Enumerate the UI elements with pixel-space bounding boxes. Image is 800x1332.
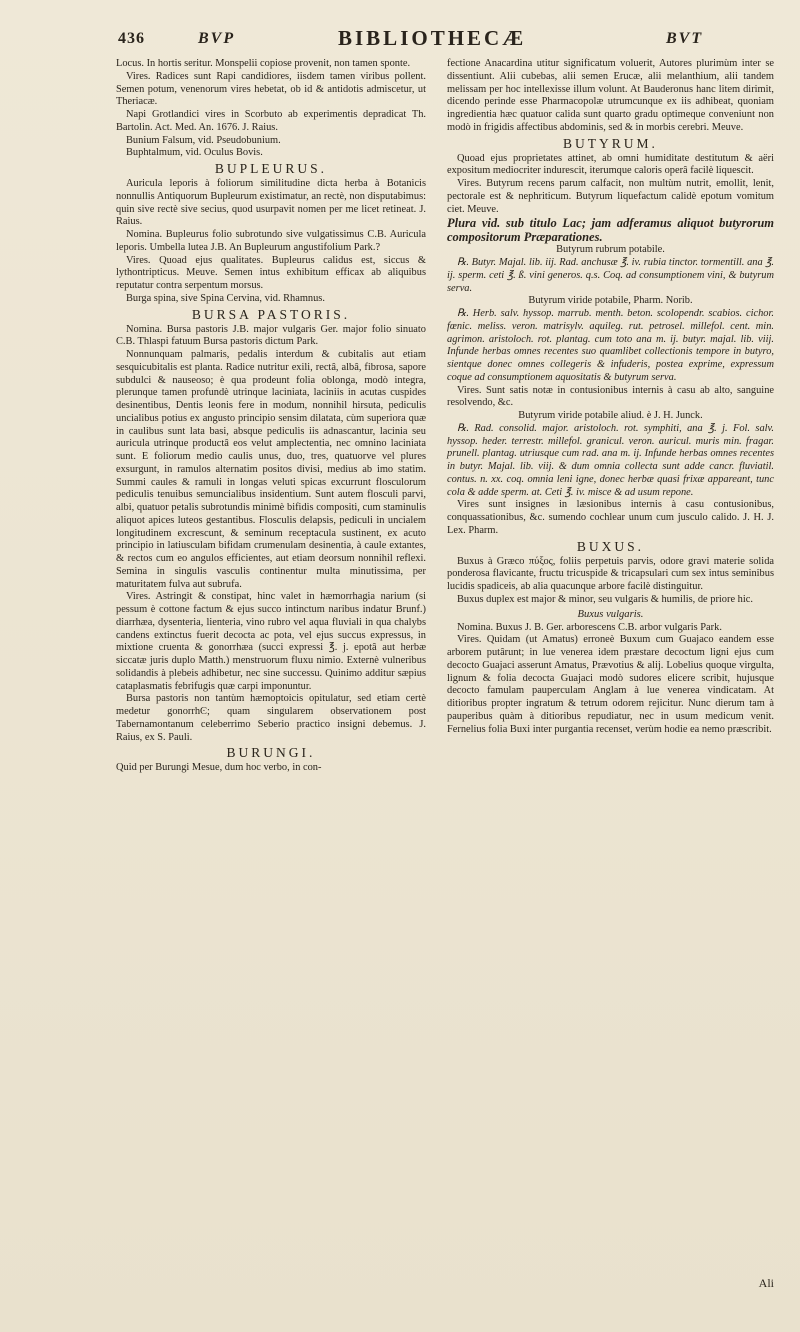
paragraph: Vires. Radices sunt Rapi candidiores, iisdem tamen viribus pollent. Semen potum, venenorum vires hebetat, ob id & antidotis admiscetur, ut Theriacæ. — [116, 70, 426, 108]
paragraph: Nomina. Bupleurus folio subrotundo sive vulgatissimus C.B. Auricula leporis. Umbella lutea J.B. An Bupleurum angustifolium Park.? — [116, 229, 426, 253]
page-number: 436 — [118, 30, 145, 47]
paragraph: Auricula leporis à foliorum similitudine dicta herba à Botanicis nonnullis Antiquorum Bupleurum existimatur, an rectè, non disputabimus: quin sive rectè sive secius, quod usurpavit nomen per me licet retineat. J. Raius. — [116, 178, 426, 228]
paragraph: Bunium Falsum, vid. Pseudobunium. — [126, 134, 281, 146]
running-head-left: BVP — [198, 30, 236, 47]
page-header — [118, 28, 728, 54]
paragraph: Bursa pastoris non tantùm hæmoptoicis opitulatur, sed etiam certè medetur gonorrhϾ; quam singularem observationem post Tabernamontanum celeberrimo Seberio practico insigni debemus. J. Raius, ex S. Pauli. — [116, 693, 426, 743]
paragraph: Vires. Astringit & constipat, hinc valet in hæmorrhagia narium (si pessum è cottone factum & ejus succo intinctum naribus indatur Brunf.) diarrhæa, dysenteria, lienteria, vino rubro vel aqua fluviali in qua chalybs candens extinctus fuerit decocta ac pota, vel ejus succus expressus, in mixtione cruenta & gonorrhæa (succi expressi ℥. j. epotâ aut herbæ siccatæ juris duplo Matth.) menstruorum fluxu nimio. Externè vulneribus solidandis à plebeis adhibetur, nec sine successu. Quinimo additur sæpius cataplasmatis febrifugis quæ carpi imponuntur. — [116, 591, 426, 692]
paragraph: Buxus à Græco πύξος, foliis perpetuis parvis, odore gravi materie solida ponderosa flavicante, fructu tricuspide & tricapsulari cum sex intus seminibus lucidis spadiceis, ab alia quacunque arbore facilè distinguitur. — [447, 555, 774, 592]
running-title: BIBLIOTHECÆ — [338, 26, 527, 50]
paragraph: ℞. Rad. consolid. major. aristoloch. rot. symphiti, ana ℥. j. Fol. salv. hyssop. heder. terrestr. millefol. granicul. veron. auricul. muris min. fragar. prunell. plantag. utriusque cum rad. ana m. ij. Infunde herbas omnes recentes in butyr. Majal. lib. viij. & dum omnia collecta sunt adde cancr. fluviatil. contus. n. xx. coq. omnia leni igne, donec herbæ quasi frixæ appareant, tunc cola & adde sperm. at. Ceti ℥. iv. misce & ad usum repone. — [447, 422, 774, 498]
paragraph: ℞. Butyr. Majal. lib. iij. Rad. anchusæ ℥. iv. rubia tinctor. tormentill. ana ℥. ij. sperm. ceti ℥. ß. vini generos. q.s. Coq. ad consumptionem vini, & butyrum serva. — [447, 257, 774, 294]
right-text-column — [447, 58, 774, 736]
paragraph: Locus. In hortis seritur. Monspelii copiose provenit, non tamen sponte. — [116, 58, 411, 69]
section-heading: BUPLEURUS. — [214, 161, 328, 176]
section-heading: BURUNGI. — [226, 745, 316, 761]
paragraph: Vires sunt insignes in læsionibus internis à casu contusionibus, conquassationibus, &c. sumendo cochlear unum cum jusculo calido. J. H. J. Lex. Pharm. — [447, 499, 774, 536]
paragraph: Quid per Burungi Mesue, dum hoc verbo, in con- — [116, 762, 322, 774]
paragraph: ℞. Herb. salv. hyssop. marrub. menth. beton. scolopendr. scabios. cichor. fœnic. meliss. veron. matrisylv. aquileg. rut. petrosel. millefol. cent. min. agrimon. aristoloch. rot. plantag. cum toto ana m. ij. butyr. majal. lib. viij. Infunde herbas omnes recentes suo quamlibet collectionis tempore in butyro, sientque donec omnes collegeris & infuderis, postea exprime, expressum coque ad consumptionem aquositatis & butyrum serva. — [447, 308, 774, 383]
paragraph: Napi Grotlandici vires in Scorbuto ab experimentis depradicat Th. Bartolin. Act. Med. An. 1676. J. Raius. — [116, 109, 426, 133]
paragraph: Burga spina, sive Spina Cervina, vid. Rhamnus. — [126, 292, 325, 304]
paragraph: Vires. Quidam (ut Amatus) erroneè Buxum cum Guajaco eandem esse arborem putârunt; in lue venerea idem præstare decoctum ligni ejus cum decocto Guajaci asserunt Amatus, Prævotius & alij. Lobelius quoque virgulta, lignum & folia decocta Guajaci modò sudores elicere scribit, hujusque decocto famulam pauperculam Anglam à lue venerea vindicatam. At ditioribus propter ingratum & tetrum odorem rejicitur. Nunc dierum tam à pauperibus quàm à ditioribus repudiatur, nec in usum medicum venit. Fernelius folia Buxi inter purgantia recenset, verùm hodie ea nemo præscribit. — [447, 634, 774, 735]
sub-heading: Buxus vulgaris. — [577, 608, 644, 620]
paragraph: Nomina. Buxus J. B. Ger. arborescens C.B. arbor vulgaris Park. — [457, 621, 722, 633]
section-heading: BUXUS. — [576, 538, 645, 554]
paragraph: Nomina. Bursa pastoris J.B. major vulgaris Ger. major folio sinuato C.B. Thlaspi fatuum Bursa pastoris dictum Park. — [116, 323, 426, 348]
paragraph: Butyrum viride potabile, Pharm. Norib. — [528, 295, 693, 307]
paragraph: Buxus duplex est major & minor, seu vulgaris & humilis, de priore hic. — [457, 593, 753, 605]
section-heading: BUTYRUM. — [563, 135, 658, 151]
section-heading: BURSA PASTORIS. — [191, 306, 351, 322]
paragraph: Butyrum rubrum potabile. — [556, 244, 665, 256]
paragraph: fectione Anacardina utitur significatum voluerit, Autores plurimùm inter se dissentiunt. Alii cubebas, alii semen Erucæ, alii melanthium, alii tandem melissam per hoc intellexisse illum volunt. At Bauderonus hanc litem dirimit, dicendo perinde esse Pharmacopolæ utrumcunque ex iis adhibeat, quoniam ingredientia hæc quatuor calida sunt quarto gradu optimeque conveniunt non modò in frigidis affectibus abdominis, sed & in morbis cerebri. Meuve. — [447, 58, 774, 133]
running-head-right: BVT — [666, 30, 704, 47]
paragraph: Buphtalmum, vid. Oculus Bovis. — [126, 147, 263, 159]
paragraph: Butyrum viride potabile aliud. è J. H. Junck. — [518, 410, 703, 421]
paragraph: Vires. Sunt satis notæ in contusionibus internis à casu ab alto, sanguine resolvendo, &c. — [447, 384, 774, 409]
paragraph: Plura vid. sub titulo Lac; jam adferamus aliquot butyrorum compositorum Præparationes. — [447, 216, 774, 245]
catchword: Ali — [758, 1276, 774, 1290]
paragraph: Nonnunquam palmaris, pedalis interdum & cubitalis aut etiam sesquicubitalis est planta. Radice nutritur exili, rectâ, albâ, fibrosa, sapore subdulci & nauseoso; è qua prodeunt folia oblonga, modò integra, plerunque tamen profundè utrinque laciniata, laciniis in acutas cuspides desinentibus, Dentis leonis fere in modum, nonnihil hirsuta, pediculis uncialibus potius ex angusto principio sensim dilatata, cùm superiora quæ in caulibus sunt lata basi, absque pediculis iis adnascantur, lacinia seu auricula utrinque productâ eos velut amplectentia, nec omnino laciniata sunt. E foliorum medio caulis unus, duo, tres, quatuorve vel plures exsurgunt, in ramulos alternatim positos divisi, medius ab imo statim. Summi caules & ramuli in longas veluti spicas excurrunt flosculorum pediculis tenuibus semuncialibus insidentium. Sunt autem flosculi parvi, albi, quatuor petalis subrotundis minimè bifidis compositi, cum staminulis aliquot apices luteos gestantibus. Flosculis delapsis, pediculi in uncialem longitudinem excrescunt, & seminum receptacula sustinent, ex acuto principio in latiusculam bifidam crumenulam desinentia, à caule extantes, & rectos cum eo angulos efficientes, aut etiam deorsum nonnihil reflexi. Semina in singulis vasculis continentur multa minutissima, per maturitatem fulva aut subrufa. — [116, 349, 426, 590]
paragraph: Quoad ejus proprietates attinet, ab omni humiditate destitutum & aëri expositum mediocriter indurescit, iterumque caloris operâ facilè liquescit. — [447, 152, 774, 177]
paragraph: Vires. Quoad ejus qualitates. Bupleurus calidus est, siccus & lythontripticus. Meuve. Semen intus exhibitum efficax ab aliquibus reputatur contra serpentum morsus. — [116, 254, 426, 291]
left-text-column — [116, 58, 426, 775]
paragraph: Vires. Butyrum recens parum calfacit, non multùm nutrit, emollit, lenit, pectorale est & nephriticum. Butyrum liquefactum calidè epotum vomitum ciet. Meuve. — [447, 178, 774, 215]
